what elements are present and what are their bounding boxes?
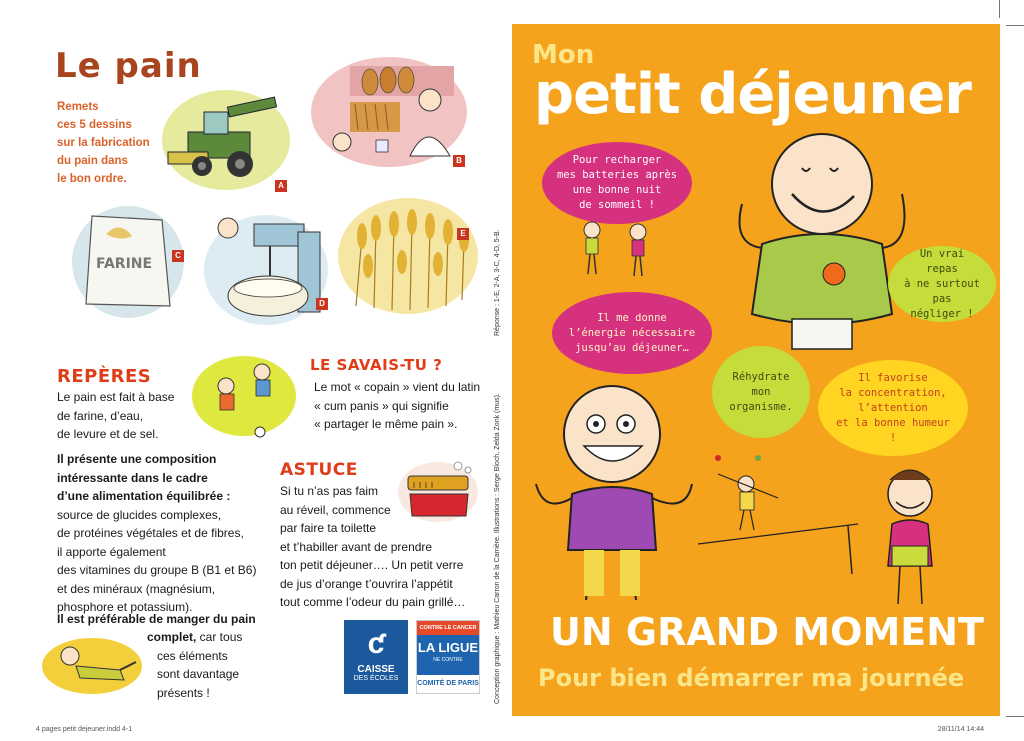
illustration-towel-comb xyxy=(396,458,480,524)
intro-line: Remets xyxy=(57,101,99,113)
text-line: phosphore et potassium). xyxy=(57,600,193,614)
crop-mark xyxy=(1006,25,1024,26)
illustration-relaxing-child xyxy=(40,632,144,696)
speech-bubble-concentration xyxy=(818,360,968,456)
text-line: présents ! xyxy=(157,685,210,700)
bubble-line: jusqu’au déjeuner… xyxy=(575,341,689,354)
text-line: et t’habiller avant de prendre xyxy=(280,539,433,554)
heading-reperes: REPÈRES xyxy=(57,366,152,387)
logo-caisse-des-ecoles xyxy=(344,620,408,694)
text-bold-complet: complet, xyxy=(147,630,197,644)
logo-text: DES ÉCOLES xyxy=(353,675,399,682)
text-line: par faire ta toilette xyxy=(280,521,377,535)
letter-badge-d: D xyxy=(316,298,328,310)
illustration-wheat-field xyxy=(336,196,480,316)
page-title-le-pain: Le pain xyxy=(55,46,202,86)
illustration-bakery xyxy=(310,56,468,168)
logo-text: CAISSE xyxy=(357,664,395,675)
bubble-line: et la bonne humeur ! xyxy=(836,416,950,444)
text-line: au réveil, commence xyxy=(280,502,391,517)
illustration-kids-playing xyxy=(190,352,298,440)
bubble-line: l’attention xyxy=(858,401,928,414)
text-line: ces éléments xyxy=(157,648,228,663)
illustration-girl xyxy=(526,364,706,604)
bubble-line: Il favorise xyxy=(858,371,928,384)
text-line: Il présente une composition xyxy=(57,452,217,466)
credits-answer: Réponse : 1-E, 2-A, 3-C, 4-D, 5-B. xyxy=(494,229,501,336)
bubble-line: Il me donne xyxy=(597,311,667,324)
letter-badge-e: E xyxy=(457,228,469,240)
intro-line: du pain dans xyxy=(57,155,128,167)
illustration-harvester xyxy=(160,82,292,192)
bubble-line: négliger ! xyxy=(910,307,974,320)
logo-text: LA LIGUE xyxy=(417,640,479,655)
illustration-kneading-machine xyxy=(198,208,328,326)
illustration-pigtail-girl xyxy=(852,454,972,614)
illustration-flour-bag xyxy=(70,200,186,320)
text-line: d’une alimentation équilibrée : xyxy=(57,489,231,503)
footer-date: 28/11/14 14:44 xyxy=(937,726,984,733)
bubble-line: mes batteries après xyxy=(556,169,678,181)
bubble-line: de sommeil ! xyxy=(579,199,655,211)
bubble-line: l’énergie nécessaire xyxy=(568,326,696,339)
text-line: sont davantage xyxy=(157,667,240,681)
bubble-line: Un vrai repas xyxy=(919,247,965,275)
text-line: de protéines végétales et de fibres, xyxy=(57,526,244,540)
intro-line: le bon ordre. xyxy=(57,173,127,185)
text-line: de levure et de sel. xyxy=(57,427,159,441)
reperes-paragraph-3-lead: Il est préférable de manger du pain xyxy=(57,612,256,626)
footer-file-info: 4 pages petit dejeuner.indd 4-1 xyxy=(36,726,133,733)
reperes-paragraph-3 xyxy=(147,628,242,702)
bubble-line: Réhydrate xyxy=(732,370,790,383)
logo-text: COMITÉ DE PARIS xyxy=(417,680,479,687)
text-line: « cum panis » qui signifie xyxy=(314,398,449,413)
bubble-line: à ne surtout pas xyxy=(904,277,980,305)
bubble-line: la concentration, xyxy=(839,386,947,399)
crop-mark xyxy=(999,0,1000,18)
text-line: et des minéraux (magnésium, xyxy=(57,581,216,596)
crop-mark xyxy=(1006,716,1024,717)
savais-tu-text xyxy=(314,378,480,434)
text-line: des vitamines du groupe B (B1 et B6) xyxy=(57,563,257,577)
intro-line: sur la fabrication xyxy=(57,137,150,149)
illustration-tightrope-kid xyxy=(698,454,868,584)
flour-bag-label: FARINE xyxy=(96,256,153,272)
letter-badge-c: C xyxy=(172,250,184,262)
heading-astuce: ASTUCE xyxy=(280,460,358,480)
bubble-line: Pour recharger xyxy=(572,154,662,166)
text-line: de jus d’orange t’ouvrira l’appétit xyxy=(280,576,453,591)
text-line: de farine, d’eau, xyxy=(57,408,144,423)
bubble-line: une bonne nuit xyxy=(572,184,662,196)
text-line: Si tu n’as pas faim xyxy=(280,484,379,498)
intro-line: ces 5 dessins xyxy=(57,119,132,131)
text-line: « partager le même pain ». xyxy=(314,417,458,431)
text-line: tout comme l’odeur du pain grillé… xyxy=(280,595,466,609)
text-line: il apporte également xyxy=(57,544,166,559)
bubble-line: organisme. xyxy=(729,400,793,413)
right-page xyxy=(512,24,1000,716)
cover-subtitle: Pour bien démarrer ma journée xyxy=(538,664,965,692)
bubble-line: mon xyxy=(751,385,771,398)
speech-bubble-recharger xyxy=(542,142,692,224)
logo-symbol: ƈ xyxy=(367,627,385,660)
speech-bubble-vrai-repas xyxy=(888,246,996,322)
text-line: Le pain est fait à base xyxy=(57,390,175,404)
illustration-big-boy xyxy=(722,124,922,364)
heading-le-savais-tu: LE SAVAIS-TU ? xyxy=(310,356,443,374)
reperes-paragraph-1 xyxy=(57,388,174,444)
text-line: source de glucides complexes, xyxy=(57,507,222,522)
reperes-paragraph-2 xyxy=(57,450,256,617)
cover-title: petit déjeuner xyxy=(534,62,971,127)
cover-headline: UN GRAND MOMENT xyxy=(550,610,984,654)
logo-text: CONTRE LE CANCER xyxy=(417,621,479,635)
logo-la-ligue xyxy=(416,620,480,694)
speech-bubble-rehydrate xyxy=(712,346,810,438)
logo-text: NE CONTRE xyxy=(433,657,463,663)
speech-bubble-energie xyxy=(552,292,712,374)
credits-design: Conception graphique : Mathieu Carron de la Carrière. Illustrations : Serge Bloch, Zelda Zonk (mus). xyxy=(494,393,501,704)
text-line: intéressante dans le cadre xyxy=(57,470,208,485)
cover-mon: Mon xyxy=(532,40,595,70)
logo-band xyxy=(417,635,479,675)
text-line: Le mot « copain » vient du latin xyxy=(314,380,481,394)
letter-badge-a: A xyxy=(275,180,287,192)
intro-instructions xyxy=(57,98,177,188)
letter-badge-b: B xyxy=(453,155,465,167)
text-line: ton petit déjeuner…. Un petit verre xyxy=(280,558,464,572)
text-span: car tous xyxy=(196,630,243,644)
illustration-two-kids xyxy=(568,216,658,280)
